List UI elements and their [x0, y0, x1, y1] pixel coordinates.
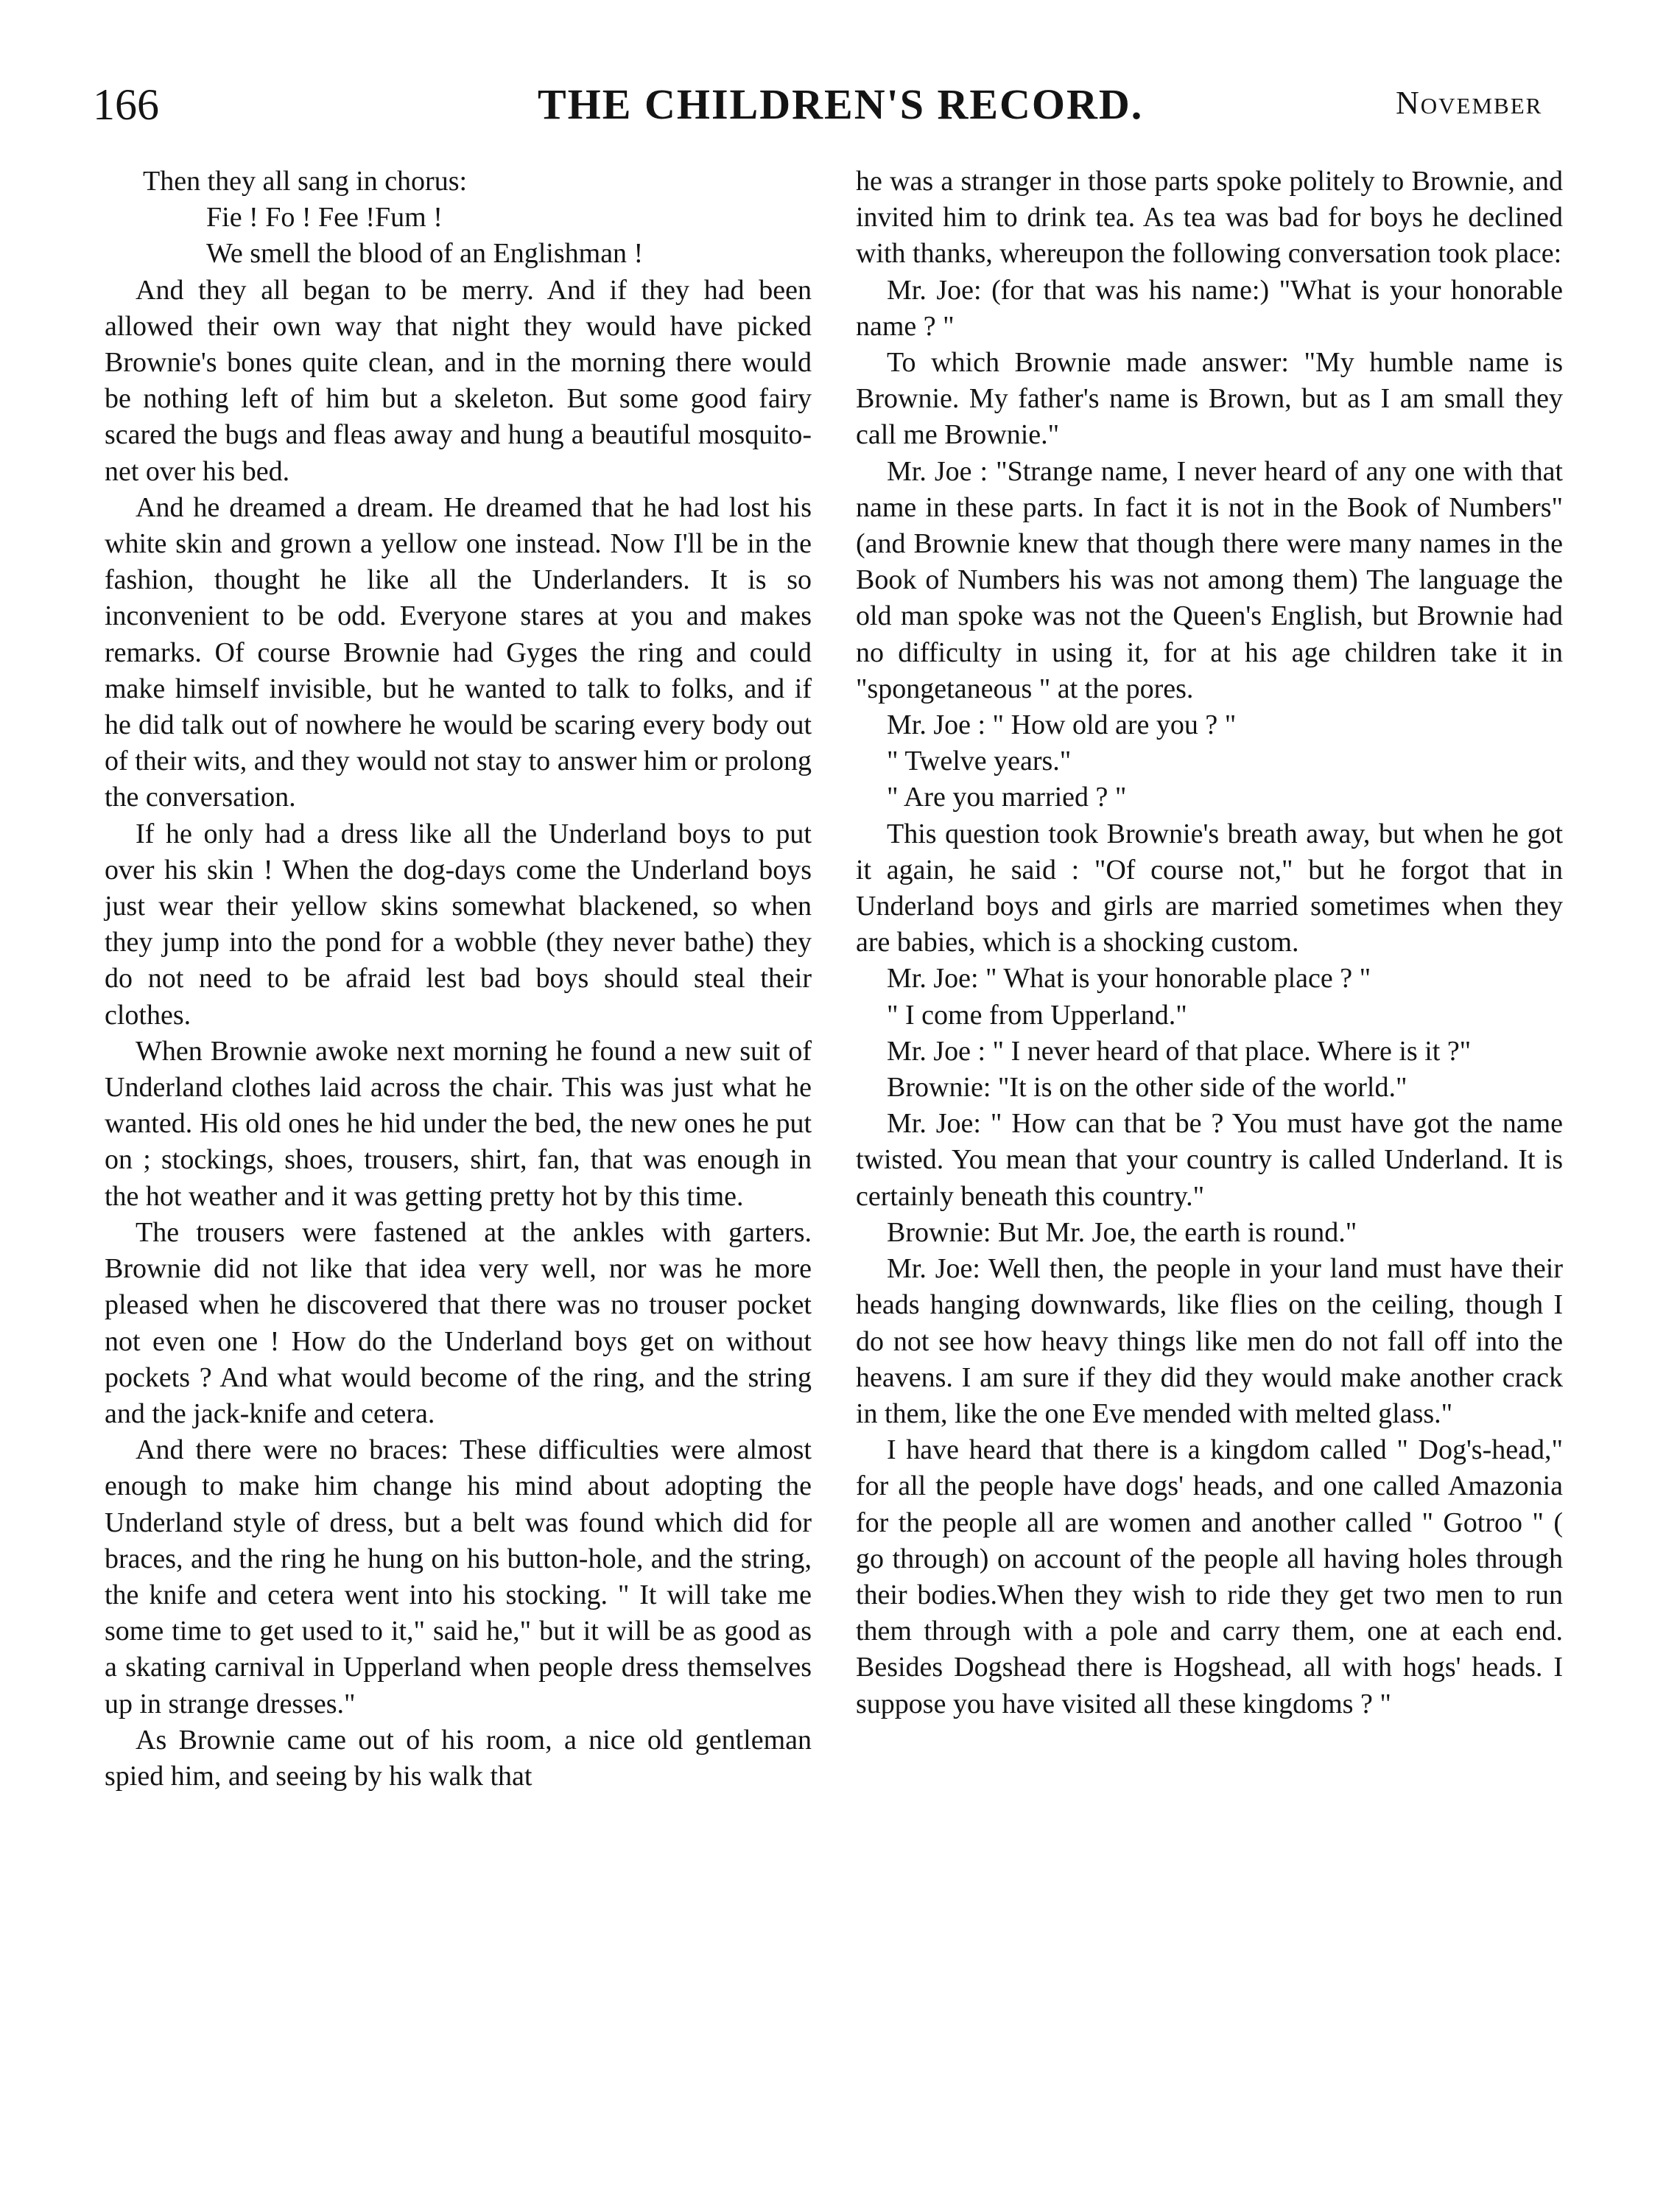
- paragraph: When Brownie awoke next morning he found a new suit of Underland clothes laid across the chair. This was just what he wanted. His old ones he hid under the bed, the new ones he put on ; stockings, shoes, trousers, shirt, fan, that was enough in the hot weather and it was getting pretty hot by this time.: [105, 1035, 812, 1212]
- dialogue-line: Brownie: But Mr. Joe, the earth is round.": [887, 1216, 1357, 1248]
- left-column: [105, 164, 812, 1795]
- paragraph: Then they all sang in chorus:: [143, 166, 468, 197]
- dialogue-line: Mr. Joe : " I never heard of that place. Where is it ?": [887, 1035, 1472, 1067]
- page-header: [0, 80, 1680, 138]
- dialogue-line: " I come from Upperland.": [887, 999, 1187, 1031]
- dialogue-line: Mr. Joe : " How old are you ? ": [887, 709, 1237, 741]
- paragraph: And they all began to be merry. And if they had been allowed their own way that night they would have picked Brownie's bones quite clean, and in the morning there would be nothing left of him but a skeleton. But some good fairy scared the bugs and fleas away and hung a beautiful mosquito-net over his bed.: [105, 274, 812, 487]
- dialogue-line: " Twelve years.": [887, 746, 1072, 777]
- verse-line: Fie ! Fo ! Fee !Fum !: [206, 202, 443, 234]
- verse-line: We smell the blood of an Englishman !: [206, 238, 644, 270]
- paragraph: As Brownie came out of his room, a nice old gentleman spied him, and seeing by his walk that: [105, 1724, 812, 1792]
- paragraph: This question took Brownie's breath away, but when he got it again, he said : "Of course not," but he forgot that in Underland boys and girls are married sometimes when they are babies, which is a shocking custom.: [856, 818, 1563, 958]
- dialogue-line: Mr. Joe: (for that was his name:) "What is your honorable name ? ": [856, 274, 1563, 342]
- running-title: THE CHILDREN'S RECORD.: [538, 80, 1144, 128]
- dialogue-line: Mr. Joe: " How can that be ? You must have got the name twisted. You mean that your country is called Underland. It is certainly beneath this country.": [856, 1108, 1563, 1212]
- dialogue-line: To which Brownie made answer: "My humble name is Brownie. My father's name is Brown, but as I am small they call me Brownie.": [856, 347, 1563, 451]
- paragraph: If he only had a dress like all the Underland boys to put over his skin ! When the dog-days come the Underland boys just wear their yellow skins somewhat blackened, so when they jump into the pond for a wobble (they never bathe) they do not need to be afraid lest bad boys should steal their clothes.: [105, 818, 812, 1031]
- right-column: [856, 164, 1563, 1722]
- dialogue-line: " Are you married ? ": [887, 782, 1127, 813]
- issue-month: November: [1396, 85, 1543, 121]
- paragraph: And there were no braces: These difficulties were almost enough to make him change his mind about adopting the Underland style of dress, but a belt was found which did for braces, and the ring he hung on his button-hole, and the string, the knife and cetera went into his stocking. " It will take me some time to get used to it," said he," but it will be as good as a skating carnival in Upperland when people dress themselves up in strange dresses.": [105, 1434, 812, 1719]
- dialogue-line: Mr. Joe : "Strange name, I never heard of any one with that name in these parts. In fact it is not in the Book of Numbers" (and Brownie knew that though there were many names in the Book of Numbers his was not among them) The language the old man spoke was not the Queen's English, but Brownie had no difficulty in using it, for at his age children take it in "spongetaneous " at the pores.: [856, 455, 1563, 704]
- paragraph: I have heard that there is a kingdom called " Dog's-head," for all the people have dogs' heads, and one called Amazonia for the people all are women and another called " Gotroo " ( go through) on account of the people all having holes through their bodies.When they wish to ride they get two men to run them through with a pole and carry them, one at each end. Besides Dogshead there is Hogshead, all with hogs' heads. I suppose you have visited all these kingdoms ? ": [856, 1434, 1563, 1719]
- paragraph: And he dreamed a dream. He dreamed that he had lost his white skin and grown a yellow one instead. Now I'll be in the fashion, thought he like all the Underlanders. It is so inconvenient to be odd. Everyone stares at you and makes remarks. Of course Brownie had Gyges the ring and could make himself invisible, but he wanted to talk to folks, and if he did talk out of nowhere he would be scaring every body out of their wits, and they would not stay to answer him or prolong the conversation.: [105, 491, 812, 813]
- paragraph: he was a stranger in those parts spoke politely to Brownie, and invited him to drink tea. As tea was bad for boys he declined with thanks, whereupon the following conversation took place:: [856, 166, 1563, 270]
- dialogue-line: Brownie: "It is on the other side of the world.": [887, 1072, 1407, 1104]
- paragraph: The trousers were fastened at the ankles with garters. Brownie did not like that idea very well, nor was he more pleased when he discovered that there was no trouser pocket not even one ! How do the Underland boys get on without pockets ? And what would become of the ring, and the string and the jack-knife and cetera.: [105, 1216, 812, 1429]
- chorus-verse: [105, 164, 812, 273]
- dialogue-line: Mr. Joe: Well then, the people in your land must have their heads hanging downwards, like flies on the ceiling, though I do not see how heavy things like men do not fall off into the heavens. I am sure if they did they would make another crack in them, like the one Eve mended with melted glass.": [856, 1253, 1563, 1429]
- dialogue-line: Mr. Joe: " What is your honorable place ? ": [887, 963, 1371, 995]
- page-number: 166: [93, 80, 159, 129]
